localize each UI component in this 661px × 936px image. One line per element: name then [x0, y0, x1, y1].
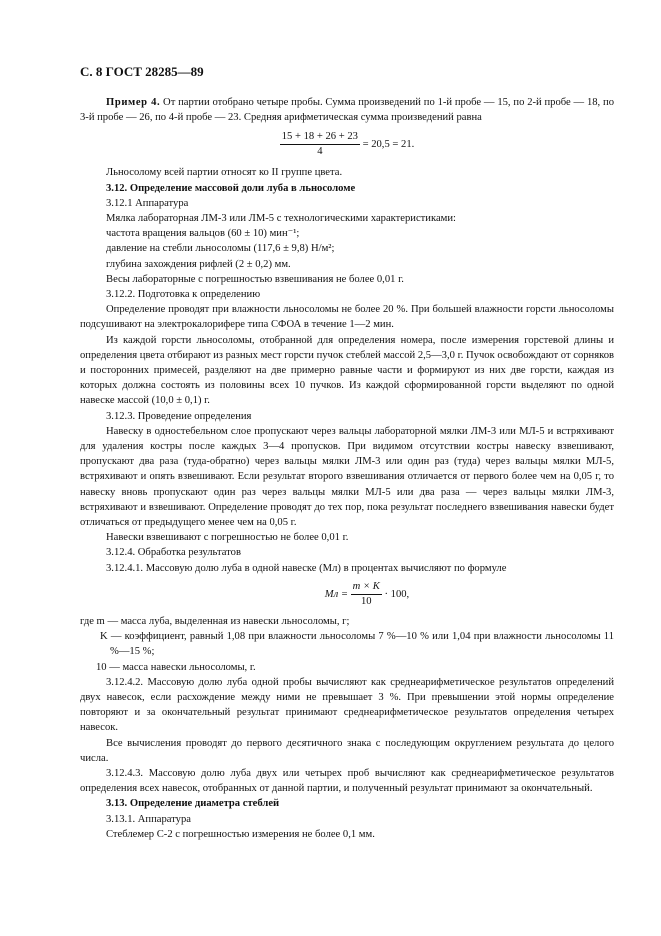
formula-bast-numerator: m × K	[351, 580, 382, 595]
where-line: где m — масса луба, выделенная из навески льносоломы, г;	[80, 615, 350, 627]
formula-bast-lhs: Mл =	[324, 589, 351, 601]
section-3-12-title: 3.12. Определение массовой доли луба в льносоломе	[106, 182, 356, 194]
section-3-12-4-2-paragraph: 3.12.4.2. Массовую долю луба одной пробы вычисляют как среднеарифметическое результатов определений двух навесок, если расхождение между ними не превышает 3 %. При превышении этой нормы определение повторяют и за окончательный результат принимают среднеарифметическое результатов определения четырех навесок.	[80, 676, 614, 734]
section-3-12-3-title: 3.12.3. Проведение определения	[106, 410, 252, 422]
formula-average	[80, 129, 614, 159]
formula-bast	[120, 580, 614, 610]
formula-bast-denominator: 10	[360, 596, 372, 608]
document-body	[80, 95, 614, 842]
formula-average-numerator: 15 + 18 + 26 + 23	[280, 130, 360, 145]
section-3-12-1-title: 3.12.1 Аппаратура	[106, 197, 189, 209]
last-paragraph: Стеблемер С-2 с погрешностью измерения не более 0,1 мм.	[106, 828, 375, 840]
formula-bast-tail: · 100,	[381, 589, 410, 601]
formula-average-result: = 20,5 = 21.	[359, 138, 415, 150]
section-3-12-4-title: 3.12.4. Обработка результатов	[106, 547, 241, 559]
apparatus-line: глубина захождения рифлей (2 ± 0,2) мм.	[106, 258, 291, 270]
apparatus-line: давление на стебли льносоломы (117,6 ± 9,8) Н/м²;	[106, 243, 335, 255]
section-3-13-title: 3.13. Определение диаметра стеблей	[106, 798, 280, 810]
section-3-12-2-title: 3.12.2. Подготовка к определению	[106, 289, 261, 301]
example-text: От партии отобрано четыре пробы. Сумма произведений по 1-й пробе — 15, по 2-й пробе — 18, по 3-й пробе — 26, по 4-й пробе — 23. Средняя арифметическая сумма произведений равна	[80, 97, 614, 124]
example-label: Пример 4.	[106, 97, 161, 108]
where-line: 10 — масса навески льносоломы, г.	[96, 661, 256, 673]
prep-paragraph: Из каждой горсти льносоломы, отобранной для определения номера, после измерения горстевой длины и определения цвета отбирают из разных мест горсти пучок стеблей массой 2,5—3,0 г. Пучок освобождают от сорняков и посторонних примесей, разделяют на две примерно равные части и формируют из них две горсти, каждая из которых должна состоять из половины всех 10 пучков. Из каждой сформированной горсти выделяют по одной навеске массой (10,0 ± 0,1) г.	[80, 334, 614, 407]
formula-average-fraction	[280, 130, 360, 159]
rounding-paragraph: Все вычисления проводят до первого десятичного знака с последующим округлением результата до целого числа.	[80, 737, 614, 764]
apparatus-line: Весы лабораторные с погрешностью взвешивания не более 0,01 г.	[106, 273, 404, 285]
where-line: K — коэффициент, равный 1,08 при влажности льносоломы 7 %—10 % или 1,04 при влажности льносоломы 11 %—15 %;	[100, 631, 614, 658]
section-3-12-4-3-paragraph: 3.12.4.3. Массовую долю луба двух или четырех проб вычисляют как среднеарифметическое результатов определения всех навесок, отобранных от данной партии, и полученный результат принимают за окончательный.	[80, 767, 614, 795]
section-3-13-1-title: 3.13.1. Аппаратура	[106, 813, 191, 825]
formula-average-denominator: 4	[317, 145, 323, 157]
procedure-paragraph: Навеску в одностебельном слое пропускают через вальцы лабораторной мялки ЛМ-3 или МЛ-5 и встряхивают для удаления костры после каждых 3—4 пропусков. При видимом отсутствии костры навеску взвешивают, пропускают два раза (туда-обратно) через вальцы мялки ЛМ-3 или один раз (туда) через вальцы мялки МЛ-5, встряхивают и опять взвешивают. Если результат второго взвешивания отличается от первого более чем на 0,05 г, то навеску вновь пропускают один раз через вальцы мялки МЛ-5 или два раза — через вальцы мялки ЛМ-3, встряхивают и взвешивают. Определение проводят до тех пор, пока результат последнего взвешивания навески будет отличаться от предыдущего менее чем на 0,05 г.	[80, 425, 614, 529]
formula-bast-fraction	[351, 580, 382, 609]
section-3-12-4-1-paragraph: 3.12.4.1. Массовую долю луба в одной навеске (Mл) в процентах вычисляют по формуле	[106, 562, 507, 574]
prep-paragraph: Определение проводят при влажности льносоломы не более 20 %. При большей влажности горсти льносоломы подсушивают на электрокалорифере типа СФОА в течение 1—2 мин.	[80, 304, 614, 331]
example-paragraph	[80, 95, 614, 125]
group-paragraph: Льносолому всей партии относят ко II группе цвета.	[106, 167, 343, 179]
procedure-paragraph: Навески взвешивают с погрешностью не более 0,01 г.	[106, 532, 349, 544]
page-header: С. 8 ГОСТ 28285—89	[80, 64, 204, 79]
apparatus-line: Мялка лабораторная ЛМ-3 или ЛМ-5 с технологическими характеристиками:	[106, 213, 456, 225]
apparatus-line: частота вращения вальцов (60 ± 10) мин⁻¹;	[106, 228, 300, 240]
